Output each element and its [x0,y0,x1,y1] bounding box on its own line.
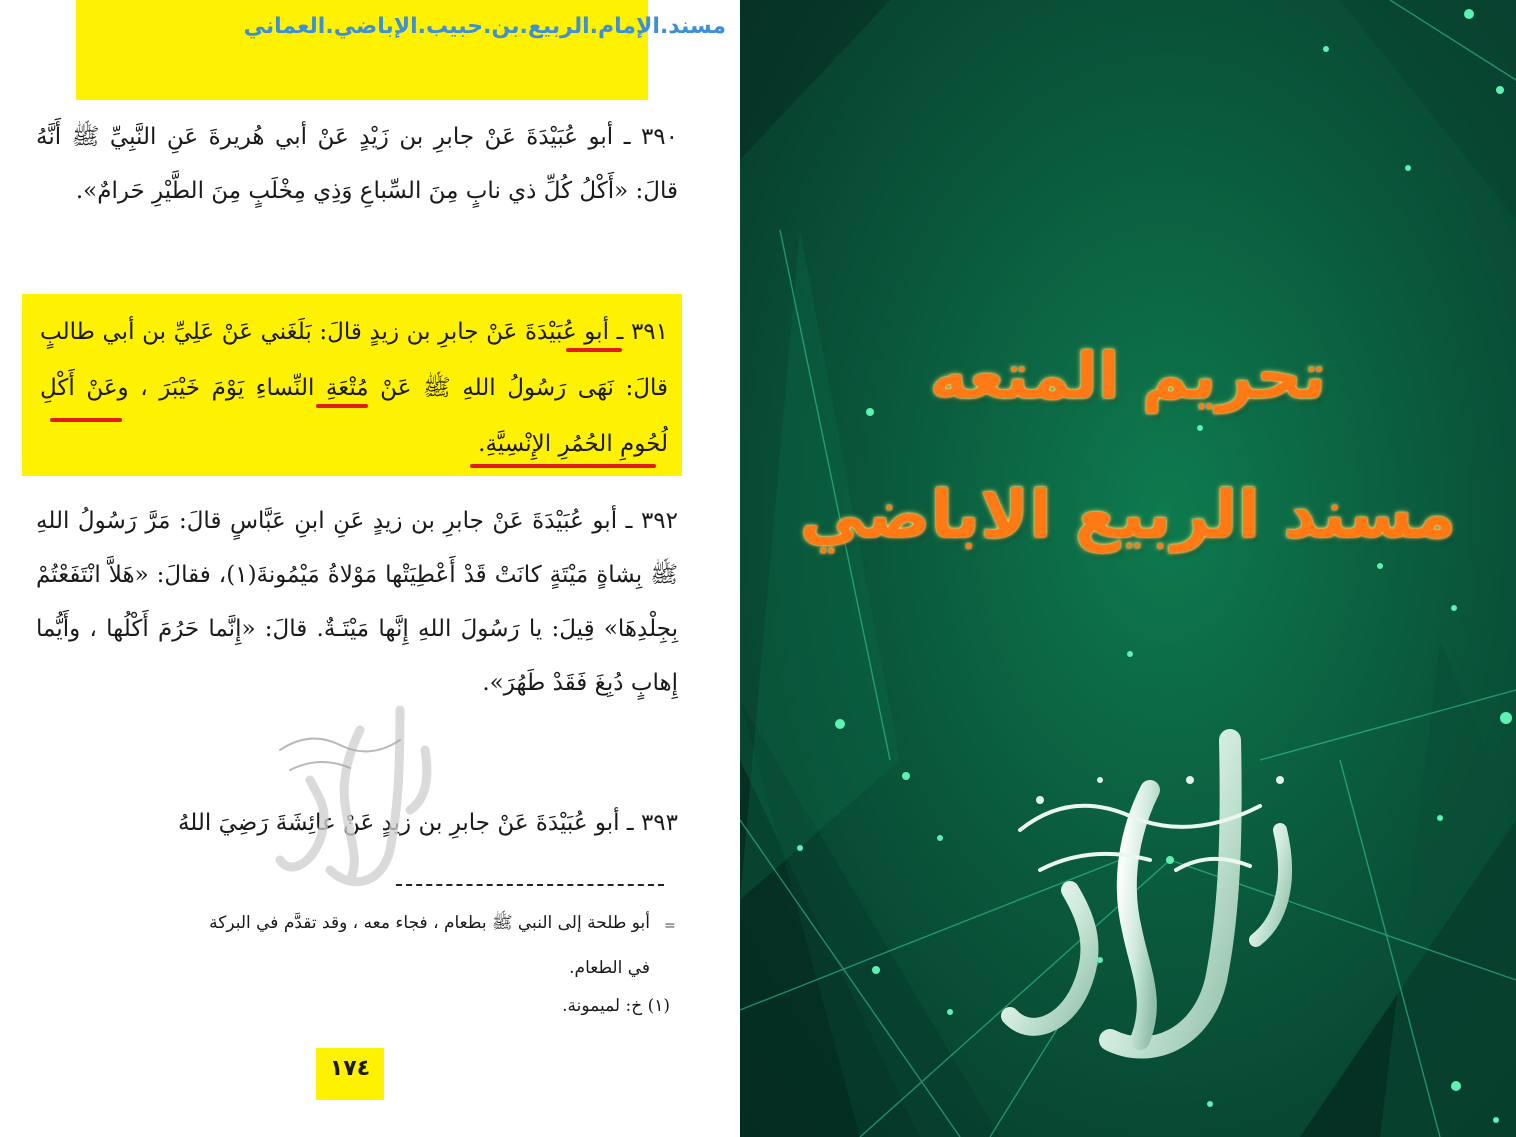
book-page [0,0,740,1137]
poster-title-line2: مسند الربيع الاباضي [799,476,1457,553]
hadith-392: ٣٩٢ ـ أبو عُبَيْدَةَ عَنْ جابرِ بن زيدٍ عَنِ ابنِ عَبَّاسٍ قالَ: مَرَّ رَسُولُ اللهِ ﷺ بِشاةٍ مَيْتَةٍ كانَتْ قَدْ أَعْطِيَتْها مَوْلاةُ مَيْمُونةَ(١)، فقالَ: «هَلاَّ انْتَفَعْتُمْ بِجِلْدِهَا» قِيلَ: يا رَسُولَ اللهِ إِنَّها مَيْتَـةٌ. قالَ: «إِنَّما حَرُمَ أَكْلُها ، وأَيُّما إِهابٍ دُبِغَ فَقَدْ طَهُرَ». [36,508,679,696]
underline-mutah [50,418,122,422]
poster [740,0,1516,1137]
hadith-390: ٣٩٠ ـ أبو عُبَيْدَةَ عَنْ جابرِ بن زَيْدٍ عَنْ أبي هُريرةَ عَنِ النَّبِيِّ ﷺ أَنَّهُ قالَ: «أَكْلُ كُلِّ ذي نابٍ مِنَ السِّباعِ وَذِي مِخْلَبٍ مِنَ الطَّيْرِ حَرامٌ». [36,124,678,204]
calligraphy-logo [980,720,1320,1080]
footnote-line: أبو طلحة إلى النبي ﷺ بطعام ، فجاء معه ، وقد تقدَّم في البركة [209,913,650,933]
underline-khaybar [470,464,656,468]
book-title: مسند.الإمام.الربيع.بن.حبيب.الإباضي.العماني [243,14,726,39]
underline-nahy [316,404,368,408]
page-number: ١٧٤ [329,1056,371,1081]
poster-title-line1: تحريم المتعه [929,340,1327,414]
underline-number [566,348,622,352]
hadith-393: ٣٩٣ ـ أبو عُبَيْدَةَ عَنْ جابرِ بن زيدٍ عَنْ عائِشَةَ رَضِيَ اللهُ [177,810,678,836]
hadith-391: ٣٩١ ـ أبو عُبَيْدَةَ عَنْ جابرِ بن زيدٍ قالَ: بَلَغَني عَنْ عَلِيِّ بن أبي طالبٍ قالَ: نَهَى رَسُولُ اللهِ ﷺ عَنْ مُتْعَةِ النِّساءِ يَوْمَ خَيْبَرَ ، وعَنْ أَكْلِ لُحُومِ الحُمُرِ الإِنْسِيَّةِ. [40,319,668,457]
footnote-marker: = [664,918,676,934]
calligraphy-watermark-left [250,690,450,900]
footnote-one: (١) خ: لميمونة. [562,996,670,1016]
footnote-line-continued: في الطعام. [569,958,650,978]
